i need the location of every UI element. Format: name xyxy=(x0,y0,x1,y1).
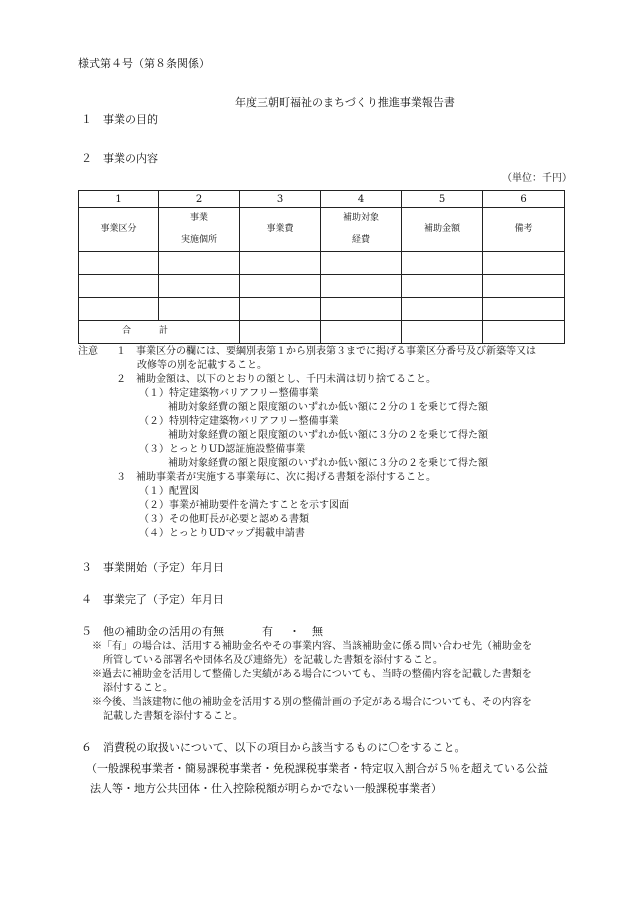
section-5-note-3: ※今後、当該建物に他の補助金を活用する別の整備計画の予定がある場合についても、その内容を xyxy=(92,697,532,708)
option-no[interactable]: 無 xyxy=(312,625,323,638)
section-6-heading: ６ 消費税の取扱いについて、以下の項目から該当するものに〇をすること。 xyxy=(81,741,466,754)
table-row xyxy=(79,252,565,275)
column-number: 3 xyxy=(240,191,321,208)
note-2-item-2: （２）特別特定建築物バリアフリー整備事業 xyxy=(139,416,339,427)
header-eligible-expenses: 補助対象 経費 xyxy=(321,208,402,252)
table-cell[interactable] xyxy=(79,275,159,298)
total-cell[interactable] xyxy=(483,321,565,344)
note-2-item-1: （１）特定建築物バリアフリー整備事業 xyxy=(139,388,319,399)
tax-options-line-2: 法人等・地方公共団体・仕入控除税額が明らかでない一般課税事業者） xyxy=(90,782,442,795)
note-3-item-3: （３）その他町長が必要と認める書類 xyxy=(139,514,309,525)
header-subsidy-amount: 補助金額 xyxy=(402,208,483,252)
section-5-note-3-continued: 記載した書類を添付すること。 xyxy=(103,711,243,722)
table-header-row xyxy=(79,208,565,252)
table-row xyxy=(79,298,565,321)
column-number: 6 xyxy=(483,191,565,208)
header-business-category: 事業区分 xyxy=(79,208,159,252)
table-cell[interactable] xyxy=(321,252,402,275)
table-cell[interactable] xyxy=(321,298,402,321)
header-project-cost: 事業費 xyxy=(240,208,321,252)
column-number: 5 xyxy=(402,191,483,208)
note-1-continued: 改修等の別を記載すること。 xyxy=(137,360,267,371)
note-2: ２ 補助金額は、以下のとおりの額とし、千円未満は切り捨てること。 xyxy=(116,374,436,385)
note-3-item-4: （４）とっとりUDマップ掲載申請書 xyxy=(139,528,305,539)
table-row xyxy=(79,275,565,298)
table-cell[interactable] xyxy=(79,252,159,275)
section-3-heading: ３ 事業開始（予定）年月日 xyxy=(81,561,224,574)
notes-label: 注意 xyxy=(78,346,98,357)
table-cell[interactable] xyxy=(402,298,483,321)
note-3-item-2: （２）事業が補助要件を満たすことを示す図面 xyxy=(139,500,349,511)
table-cell[interactable] xyxy=(483,275,565,298)
table-cell[interactable] xyxy=(240,275,321,298)
note-1: １ 事業区分の欄には、要綱別表第１から別表第３までに掲げる事業区分番号及び新築等又は xyxy=(116,346,536,357)
total-label: 合計 xyxy=(79,321,240,344)
header-remarks: 備考 xyxy=(483,208,565,252)
section-5-note-1-continued: 所管している部署名や団体名及び連絡先）を記載した書類を添付すること。 xyxy=(103,655,443,666)
table-cell[interactable] xyxy=(483,298,565,321)
table-cell[interactable] xyxy=(483,252,565,275)
header-implementation-site: 事業 実施個所 xyxy=(159,208,240,252)
note-2-item-3-desc: 補助対象経費の額と限度額のいずれか低い額に３分の２を乗じて得た額 xyxy=(168,458,488,469)
note-2-item-2-desc: 補助対象経費の額と限度額のいずれか低い額に３分の２を乗じて得た額 xyxy=(168,430,488,441)
section-5-note-2-continued: 添付すること。 xyxy=(103,683,173,694)
option-separator: ・ xyxy=(289,625,300,638)
table-number-row xyxy=(79,191,565,208)
note-3: ３ 補助事業者が実施する事業毎に、次に掲げる書類を添付すること。 xyxy=(116,472,436,483)
total-cell[interactable] xyxy=(240,321,321,344)
column-number: 4 xyxy=(321,191,402,208)
tax-options-line-1: （一般課税事業者・簡易課税事業者・免税課税事業者・特定収入割合が５％を超えている公益 xyxy=(86,762,548,775)
column-number: 1 xyxy=(79,191,159,208)
table-cell[interactable] xyxy=(402,252,483,275)
note-2-item-3: （３）とっとりUD認証施設整備事業 xyxy=(139,444,306,455)
total-cell[interactable] xyxy=(321,321,402,344)
table-cell[interactable] xyxy=(321,275,402,298)
option-yes[interactable]: 有 xyxy=(262,625,273,638)
table-total-row xyxy=(79,321,565,344)
section-5-note-2: ※過去に補助金を活用して整備した実績がある場合についても、当時の整備内容を記載した書類を xyxy=(92,669,532,680)
section-2-heading: ２ 事業の内容 xyxy=(81,152,158,165)
column-number: 2 xyxy=(159,191,240,208)
table-cell[interactable] xyxy=(159,275,240,298)
table-cell[interactable] xyxy=(159,298,240,321)
document-title: 年度三朝町福祉のまちづくり推進事業報告書 xyxy=(235,96,455,109)
form-number: 様式第４号（第８条関係） xyxy=(78,57,210,70)
table-cell[interactable] xyxy=(79,298,159,321)
unit-label: （単位：千円） xyxy=(502,173,572,184)
report-table xyxy=(78,190,565,344)
table-cell[interactable] xyxy=(240,298,321,321)
table-cell[interactable] xyxy=(402,275,483,298)
section-5-note-1: ※「有」の場合は、活用する補助金名やその事業内容、当該補助金に係る問い合わせ先（補助金を xyxy=(92,641,532,652)
note-2-item-1-desc: 補助対象経費の額と限度額のいずれか低い額に２分の１を乗じて得た額 xyxy=(168,402,488,413)
table-cell[interactable] xyxy=(240,252,321,275)
note-3-item-1: （１）配置図 xyxy=(139,486,199,497)
section-4-heading: ４ 事業完了（予定）年月日 xyxy=(81,593,224,606)
section-5-heading: ５ 他の補助金の活用の有無 xyxy=(81,625,224,638)
total-cell[interactable] xyxy=(402,321,483,344)
table-cell[interactable] xyxy=(159,252,240,275)
section-1-heading: １ 事業の目的 xyxy=(81,113,158,126)
